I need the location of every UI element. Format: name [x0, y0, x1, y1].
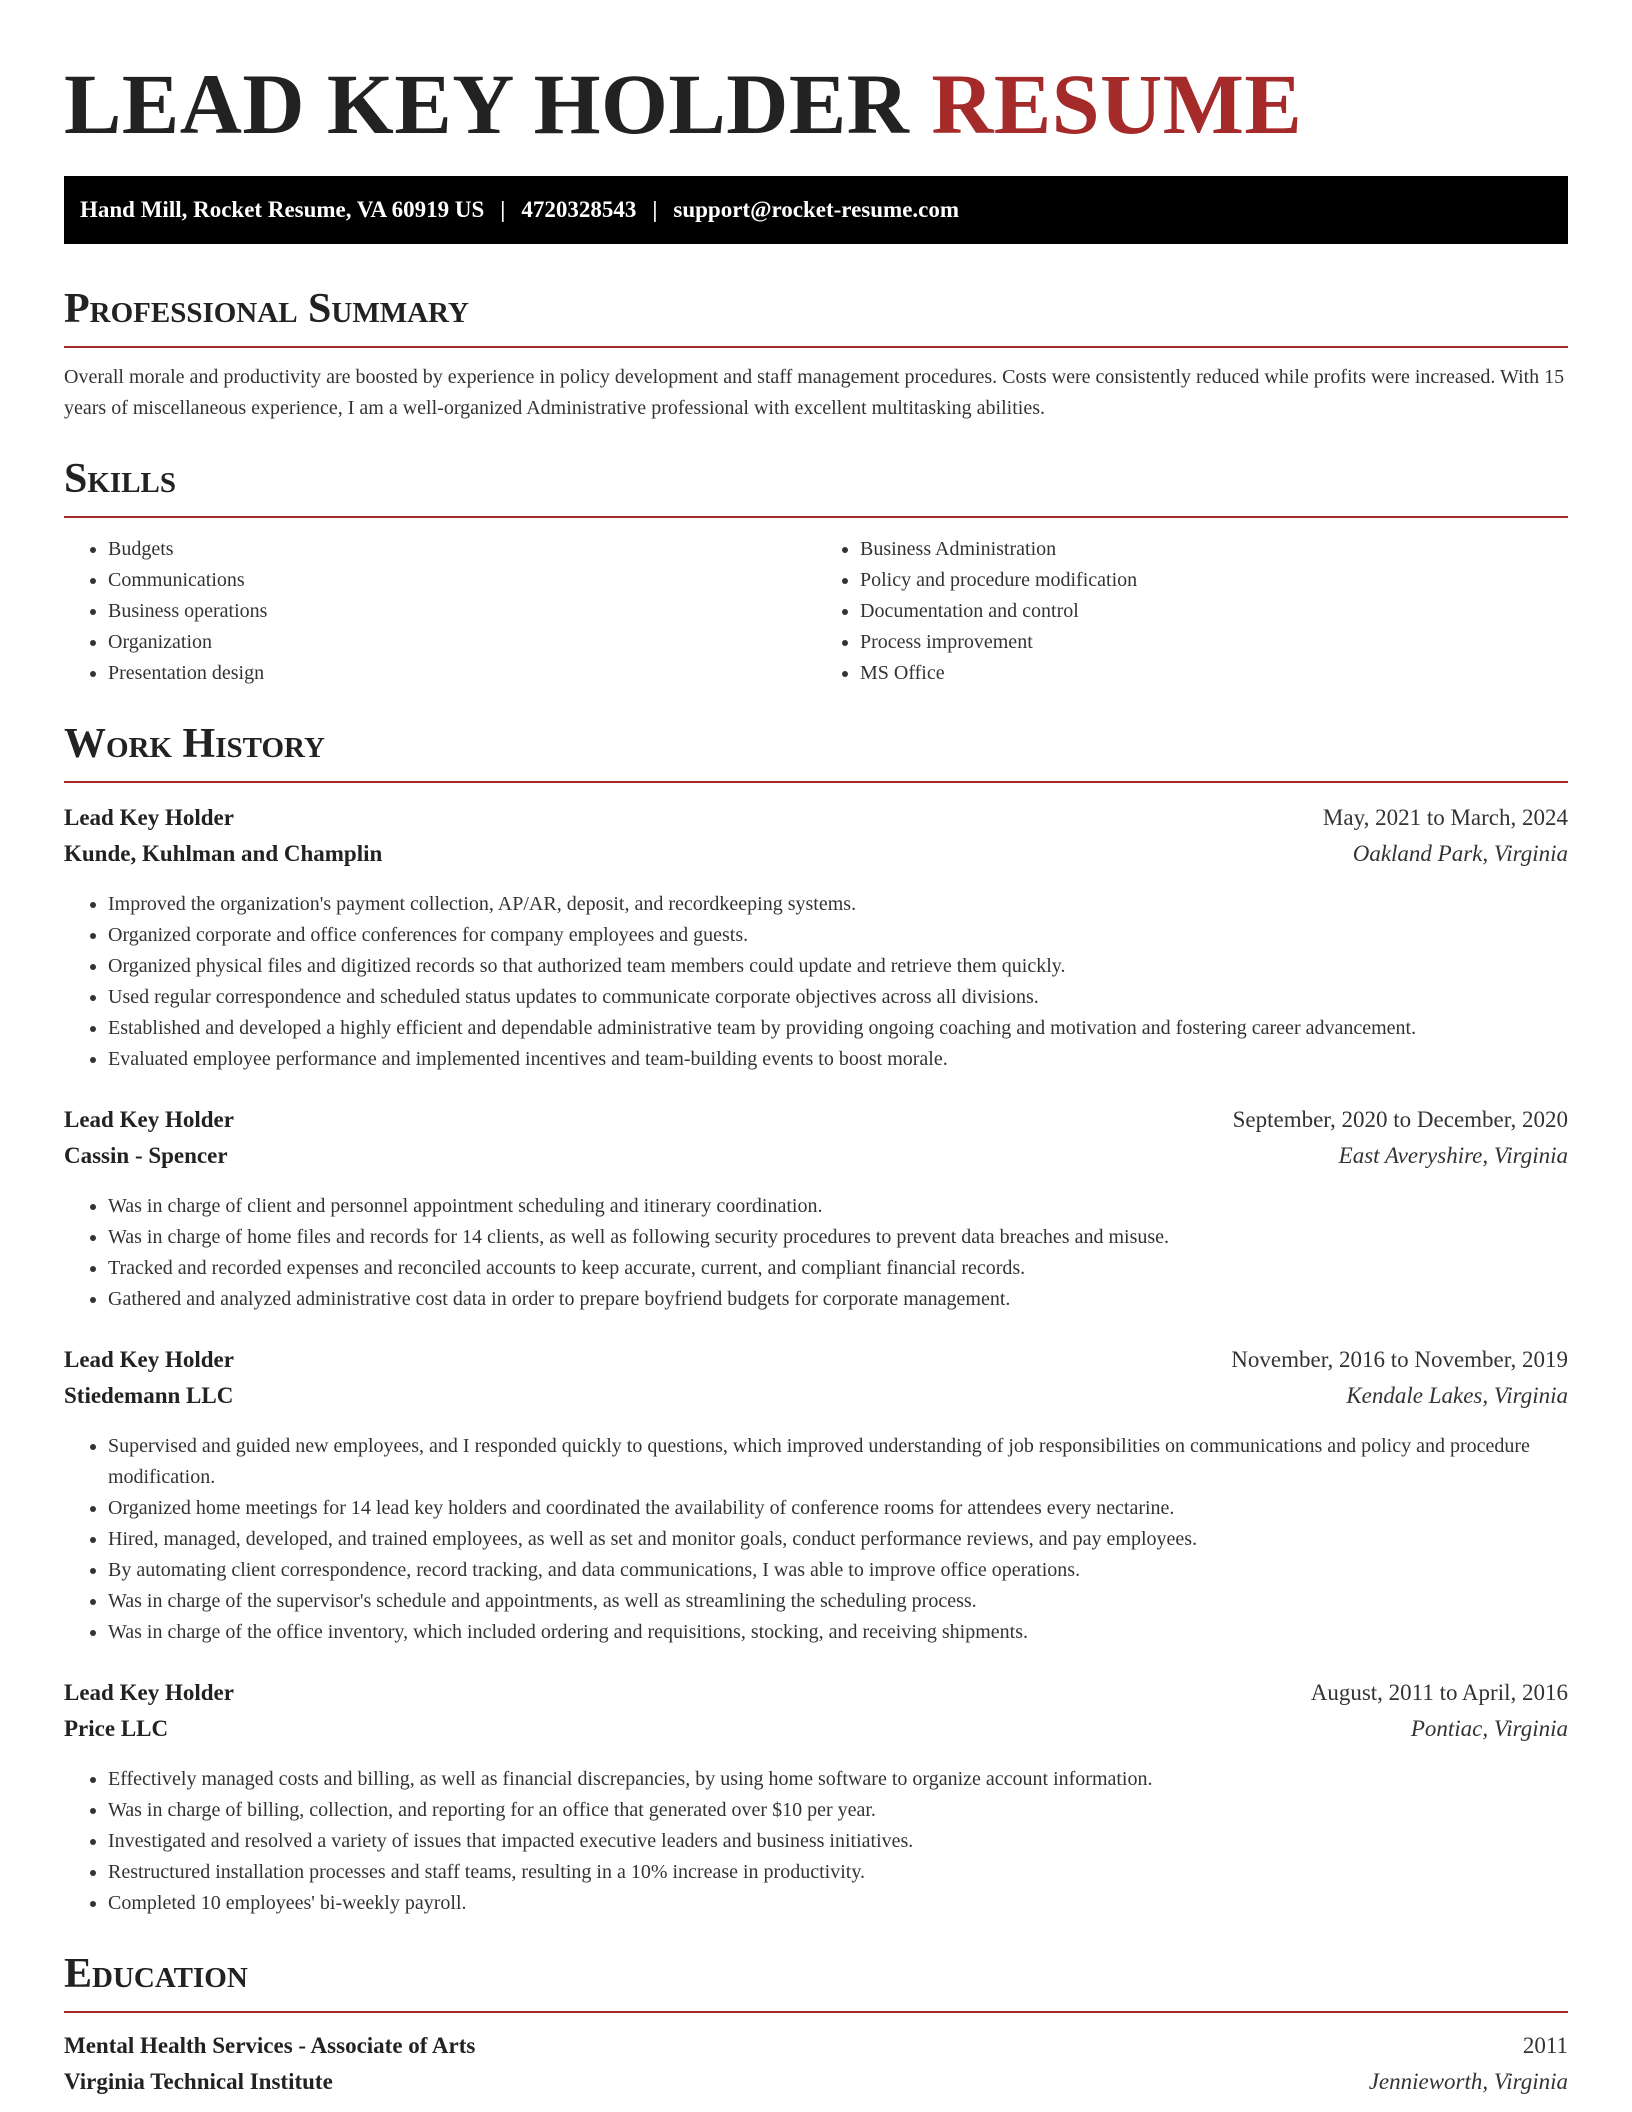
job-dates: August, 2011 to April, 2016 — [1310, 1680, 1568, 1705]
skill-item: • Process improvement — [860, 627, 1568, 658]
job-bullet: • Organized home meetings for 14 lead key holders and coordinated the availability of conference rooms for attendees every nectarine. — [108, 1493, 1568, 1524]
job-header-row — [64, 1347, 1568, 1383]
education-year: 2011 — [1522, 2033, 1568, 2058]
job-header-row — [64, 1107, 1568, 1143]
job-bullets — [64, 1431, 1568, 1648]
job-entry — [64, 805, 1568, 1075]
title-main: LEAD KEY HOLDER — [64, 56, 910, 152]
job-location: Pontiac, Virginia — [1410, 1716, 1568, 1741]
skills-column-right — [816, 534, 1568, 689]
contact-address: Hand Mill, Rocket Resume, VA 60919 US — [80, 197, 485, 222]
skills-column-left — [64, 534, 816, 689]
job-bullets — [64, 1191, 1568, 1315]
job-company-row — [64, 1143, 1568, 1179]
education-degree: Mental Health Services - Associate of Arts — [64, 2033, 476, 2058]
job-bullet: • Was in charge of the supervisor's schedule and appointments, as well as streamlining the scheduling process. — [108, 1586, 1568, 1617]
job-company: Price LLC — [64, 1716, 169, 1741]
skill-item: • Documentation and control — [860, 596, 1568, 627]
job-bullet: • Investigated and resolved a variety of issues that impacted executive leaders and business initiatives. — [108, 1826, 1568, 1857]
job-location: Kendale Lakes, Virginia — [1346, 1383, 1568, 1408]
job-bullet: • By automating client correspondence, record tracking, and data communications, I was able to improve office operations. — [108, 1555, 1568, 1586]
education-location: Jennieworth, Virginia — [1368, 2069, 1568, 2094]
job-company: Stiedemann LLC — [64, 1383, 234, 1408]
contact-bar — [64, 176, 1568, 244]
title-accent: RESUME — [931, 56, 1303, 152]
skill-item: • Business Administration — [860, 534, 1568, 565]
job-bullet: • Was in charge of billing, collection, and reporting for an office that generated over $10 per year. — [108, 1795, 1568, 1826]
education-heading: Education — [64, 1949, 1568, 2013]
skill-item: • Policy and procedure modification — [860, 565, 1568, 596]
contact-separator: | — [652, 197, 658, 222]
skill-item: • Presentation design — [108, 658, 816, 689]
resume-title — [64, 0, 1568, 160]
education-header-row — [64, 2033, 1568, 2069]
job-header-row — [64, 805, 1568, 841]
job-bullet: • Established and developed a highly efficient and dependable administrative team by providing ongoing coaching and motivation and fostering career advancement. — [108, 1013, 1568, 1044]
job-company-row — [64, 1716, 1568, 1752]
job-bullet: • Hired, managed, developed, and trained employees, as well as set and monitor goals, conduct performance reviews, and pay employees. — [108, 1524, 1568, 1555]
job-bullet: • Restructured installation processes and staff teams, resulting in a 10% increase in productivity. — [108, 1857, 1568, 1888]
job-bullets — [64, 1764, 1568, 1919]
job-bullet: • Improved the organization's payment collection, AP/AR, deposit, and recordkeeping systems. — [108, 889, 1568, 920]
contact-email[interactable]: support@rocket-resume.com — [673, 197, 960, 222]
job-title: Lead Key Holder — [64, 1107, 234, 1132]
job-bullet: • Completed 10 employees' bi-weekly payroll. — [108, 1888, 1568, 1919]
skill-item: • Communications — [108, 565, 816, 596]
job-bullet: • Was in charge of the office inventory, which included ordering and requisitions, stocking, and receiving shipments. — [108, 1617, 1568, 1648]
work-history-heading: Work History — [64, 719, 1568, 783]
education-school: Virginia Technical Institute — [64, 2069, 333, 2094]
education-school-row — [64, 2069, 1568, 2105]
job-bullets — [64, 889, 1568, 1075]
summary-text: Overall morale and productivity are boosted by experience in policy development and staff management procedures. Costs were consistently reduced while profits were increased. With 15 years of miscellaneous experience, I am a well-organized Administrative professional with excellent multitasking abilities. — [64, 366, 1565, 419]
job-company-row — [64, 1383, 1568, 1419]
job-bullet: • Supervised and guided new employees, and I responded quickly to questions, which improved understanding of job responsibilities on communications and policy and procedure modification. — [108, 1431, 1568, 1493]
job-bullet: • Evaluated employee performance and implemented incentives and team-building events to boost morale. — [108, 1044, 1568, 1075]
job-dates: May, 2021 to March, 2024 — [1322, 805, 1568, 830]
contact-phone[interactable]: 4720328543 — [521, 197, 637, 222]
job-bullet: • Used regular correspondence and scheduled status updates to communicate corporate objectives across all divisions. — [108, 982, 1568, 1013]
skill-item: • MS Office — [860, 658, 1568, 689]
education-entry — [64, 2033, 1568, 2105]
job-entry — [64, 1680, 1568, 1919]
job-bullet: • Organized corporate and office conferences for company employees and guests. — [108, 920, 1568, 951]
job-title: Lead Key Holder — [64, 805, 234, 830]
skills-heading: Skills — [64, 454, 1568, 518]
job-entry — [64, 1347, 1568, 1648]
skill-item: • Business operations — [108, 596, 816, 627]
summary-heading: Professional Summary — [64, 284, 1568, 348]
job-title: Lead Key Holder — [64, 1347, 234, 1372]
job-dates: September, 2020 to December, 2020 — [1232, 1107, 1568, 1132]
skill-item: • Organization — [108, 627, 816, 658]
contact-separator: | — [500, 197, 506, 222]
skills-list — [64, 534, 1568, 689]
job-title: Lead Key Holder — [64, 1680, 234, 1705]
skill-item: • Budgets — [108, 534, 816, 565]
job-company-row — [64, 841, 1568, 877]
job-bullet: • Organized physical files and digitized records so that authorized team members could update and retrieve them quickly. — [108, 951, 1568, 982]
job-company: Cassin - Spencer — [64, 1143, 228, 1168]
job-entry — [64, 1107, 1568, 1315]
job-location: Oakland Park, Virginia — [1352, 841, 1568, 866]
job-bullet: • Was in charge of home files and records for 14 clients, as well as following security procedures to prevent data breaches and misuse. — [108, 1222, 1568, 1253]
job-dates: November, 2016 to November, 2019 — [1231, 1347, 1568, 1372]
job-header-row — [64, 1680, 1568, 1716]
job-company: Kunde, Kuhlman and Champlin — [64, 841, 383, 866]
job-bullet: • Effectively managed costs and billing, as well as financial discrepancies, by using home software to organize account information. — [108, 1764, 1568, 1795]
job-bullet: • Gathered and analyzed administrative cost data in order to prepare boyfriend budgets for corporate management. — [108, 1284, 1568, 1315]
job-bullet: • Was in charge of client and personnel appointment scheduling and itinerary coordination. — [108, 1191, 1568, 1222]
job-location: East Averyshire, Virginia — [1338, 1143, 1568, 1168]
job-bullet: • Tracked and recorded expenses and reconciled accounts to keep accurate, current, and compliant financial records. — [108, 1253, 1568, 1284]
